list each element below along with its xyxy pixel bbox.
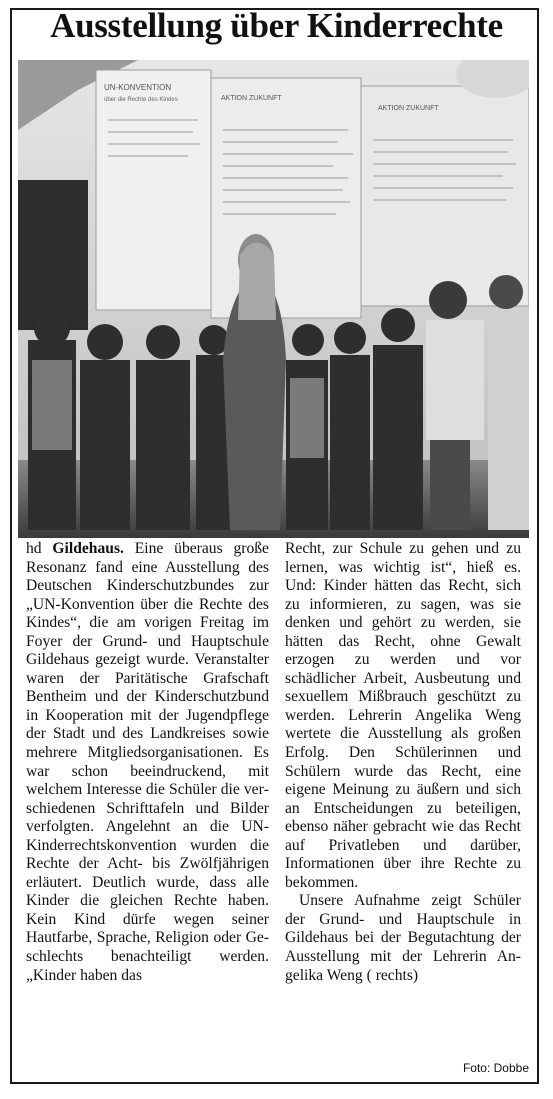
headline: Ausstellung über Kinderrechte bbox=[50, 6, 503, 45]
poster-title-1: UN-KONVENTION bbox=[104, 83, 172, 92]
paragraph-1 bbox=[26, 540, 269, 985]
paragraph-1-text: Eine überaus große Resonanz fand eine Ausstellung des Deutschen Kinderschutzbundes zur „UN-Konvention über die Rechte des Kindes“, die am vorigen Freitag im Foyer der Grund- und Hauptschule Gildehaus gezeigt wurde. Veranstalter waren der Paritätische Grafschaft Bentheim und der Kinderschutzbund in Kooperation mit der Jugendpflege der Stadt und des Landkreises sowie mehrere Mitgliedsorganisationen. Es war schon beeindruckend, mit welchem Interesse die Schüler die verschiedenen Schrifttafeln und Bilder verfolgten. Angelehnt an die UN-Kinderrechtskonvention wurden die Rechte der Acht- bis Zwölfjährigen erläutert. Deutlich wurde, dass alle Kinder die gleichen Rechte haben. Kein Kind dürfe wegen seiner Hautfarbe, Sprache, Religion oder Geschlechts benachteiligt werden. „Kinder haben das bbox=[26, 540, 269, 984]
photo-credit: Foto: Dobbe bbox=[462, 1061, 529, 1075]
paragraph-2: Recht, zur Schule zu gehen und zu lernen, was wichtig ist“, hieß es. Und: Kinder hätten das Recht, sich zu informieren, zu sagen, was sie denken und gehört zu werden, sie hätten das Recht, ohne Gewalt erzogen zu werden und vor schädlicher Arbeit, Ausbeutung und sexuellem Mißbrauch geschützt zu werden. Lehrerin Angelika Weng wertete die Ausstellung als großen Erfolg. Den Schülerinnen und Schülern wurde das Recht, eine eigene Meinung zu äußern und sich an Entscheidungen zu beteiligen, ebenso näher gebracht wie das Recht auf Privatleben und darüber, Informationen über ihre Rechte zu bekommen. bbox=[285, 540, 521, 891]
article-column-right bbox=[285, 540, 521, 985]
photo-caption: Unsere Aufnahme zeigt Schüler der Grund- und Hauptschule in Gildehaus bei der Begutachtung der Ausstellung mit der Lehrerin Angelika Weng ( rechts) bbox=[285, 892, 521, 984]
article-column-left bbox=[26, 540, 269, 985]
byline: hd bbox=[26, 540, 42, 557]
poster-title-3: AKTION ZUKUNFT bbox=[378, 105, 439, 112]
poster-title-2: AKTION ZUKUNFT bbox=[221, 95, 282, 102]
poster-wall bbox=[96, 70, 529, 318]
article-photo bbox=[18, 60, 529, 538]
poster-subtitle-1: über die Rechte des Kindes bbox=[104, 97, 178, 103]
dateline-place: Gildehaus. bbox=[52, 540, 124, 557]
